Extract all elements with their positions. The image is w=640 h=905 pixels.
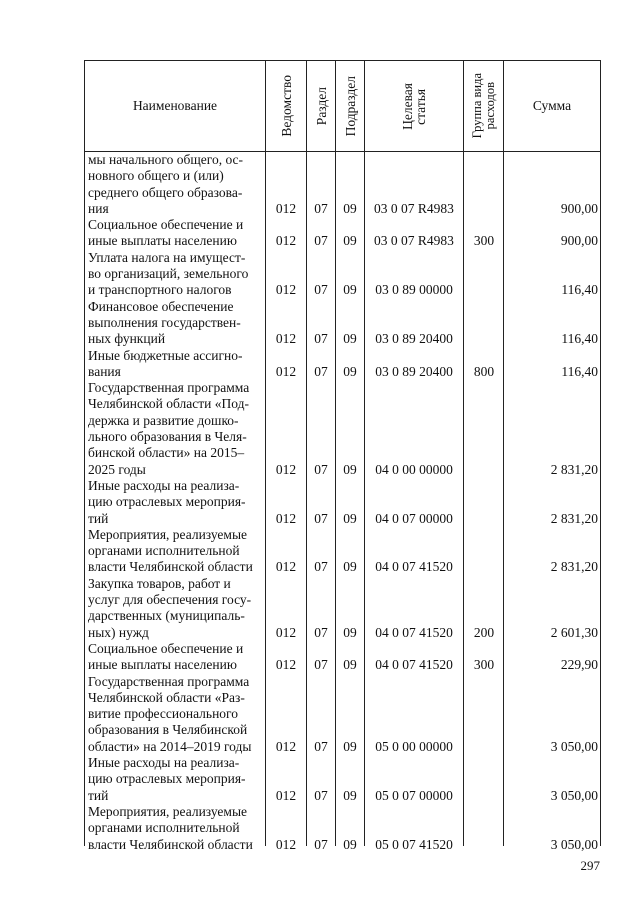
- row-podrazdel: 09: [343, 836, 357, 852]
- row-celevaya: 04 0 07 41520: [375, 559, 453, 575]
- row-celevaya: 05 0 07 41520: [375, 836, 453, 852]
- row-podrazdel: 09: [343, 510, 357, 526]
- row-podrazdel: 09: [343, 331, 357, 347]
- row-podrazdel: 09: [343, 233, 357, 249]
- table-row: [0, 674, 640, 756]
- row-razdel: 07: [314, 200, 328, 216]
- row-gruppa: 200: [473, 624, 495, 640]
- row-name-line: Иные бюджетные ассигно-: [88, 347, 243, 363]
- row-name-line: Челябинской области «Под-: [88, 396, 249, 412]
- row-name-line: Мероприятия, реализуемые: [88, 804, 248, 819]
- row-name-line: тий: [88, 787, 109, 803]
- row-celevaya: 03 0 89 20400: [375, 363, 453, 379]
- row-name-line: держка и развитие дошко-: [88, 412, 239, 428]
- header-vedomstvo: [266, 61, 306, 151]
- row-celevaya: 03 0 07 R4983: [374, 233, 454, 249]
- row-name: [88, 250, 262, 299]
- row-podrazdel: 09: [343, 200, 357, 216]
- row-vedomstvo: 012: [275, 461, 297, 477]
- row-name: [88, 478, 262, 527]
- table-row: [0, 299, 640, 348]
- row-razdel: 07: [314, 836, 328, 852]
- row-name-line: и транспортного налогов: [88, 282, 232, 298]
- row-vedomstvo: 012: [275, 559, 297, 575]
- row-razdel: 07: [314, 624, 328, 640]
- row-vedomstvo: 012: [275, 200, 297, 216]
- header-celevaya: [365, 61, 463, 151]
- row-name-line: Государственная программа: [88, 673, 250, 689]
- header-podrazdel-label: Подраздел: [342, 75, 358, 137]
- row-vedomstvo: 012: [275, 331, 297, 347]
- row-name-line: дарственных (муниципаль-: [88, 608, 245, 624]
- header-gruppa-line2: расходов: [482, 82, 497, 130]
- header-gruppa: [464, 61, 503, 151]
- row-vedomstvo: 012: [275, 787, 297, 803]
- row-razdel: 07: [314, 510, 328, 526]
- row-name-line: Уплата налога на имущест-: [88, 249, 246, 265]
- row-name: [88, 641, 262, 674]
- row-name-line: Социальное обеспечение и: [88, 217, 244, 233]
- row-name-line: новного общего и (или): [88, 168, 224, 184]
- row-name: [88, 804, 262, 853]
- header-gruppa-label: [471, 73, 497, 138]
- row-name-line: мы начального общего, ос-: [88, 152, 244, 167]
- row-vedomstvo: 012: [275, 363, 297, 379]
- row-podrazdel: 09: [343, 787, 357, 803]
- row-summa: 3 050,00: [550, 738, 598, 754]
- row-podrazdel: 09: [343, 461, 357, 477]
- header-vedomstvo-label: Ведомство: [278, 75, 294, 137]
- page-number: 297: [580, 858, 600, 873]
- row-name: [88, 348, 262, 381]
- row-podrazdel: 09: [343, 624, 357, 640]
- row-name-line: ния: [88, 200, 109, 216]
- row-name-line: Мероприятия, реализуемые: [88, 526, 248, 542]
- row-name-line: иные выплаты населению: [88, 233, 237, 249]
- row-summa: 3 050,00: [550, 836, 598, 852]
- row-name-line: ных) нужд: [88, 624, 149, 640]
- table-row: [0, 250, 640, 299]
- header-celevaya-label: [401, 83, 427, 130]
- row-name-line: вания: [88, 363, 121, 379]
- row-name-line: Закупка товаров, работ и: [88, 575, 231, 591]
- header-gruppa-line1: Группа вида: [469, 73, 484, 139]
- row-name-line: цию отраслевых мероприя-: [88, 771, 246, 787]
- row-vedomstvo: 012: [275, 510, 297, 526]
- row-name-line: Челябинской области «Раз-: [88, 689, 245, 705]
- row-celevaya: 04 0 07 00000: [375, 510, 453, 526]
- table-row: [0, 152, 640, 217]
- row-name-line: услуг для обеспечения госу-: [88, 592, 252, 608]
- row-celevaya: 05 0 00 00000: [375, 738, 453, 754]
- row-name-line: Социальное обеспечение и: [88, 641, 244, 656]
- row-name-line: органами исполнительной: [88, 543, 240, 559]
- row-name-line: бинской области» на 2015–: [88, 445, 245, 461]
- table-row: [0, 348, 640, 381]
- row-podrazdel: 09: [343, 738, 357, 754]
- row-summa: 2 831,20: [550, 510, 598, 526]
- header-name: Наименование: [132, 98, 218, 113]
- row-name-line: льного образования в Челя-: [88, 429, 247, 445]
- row-summa: 2 831,20: [550, 559, 598, 575]
- row-name-line: органами исполнительной: [88, 820, 240, 836]
- row-name-line: среднего общего образова-: [88, 184, 243, 200]
- row-razdel: 07: [314, 461, 328, 477]
- row-razdel: 07: [314, 331, 328, 347]
- table-row: [0, 755, 640, 804]
- table-row: [0, 380, 640, 478]
- row-summa: 116,40: [561, 363, 598, 379]
- table-row: [0, 478, 640, 527]
- row-celevaya: 03 0 07 R4983: [374, 200, 454, 216]
- row-podrazdel: 09: [343, 559, 357, 575]
- row-name: [88, 152, 262, 217]
- row-name-line: области» на 2014–2019 годы: [88, 738, 252, 754]
- header-podrazdel: [336, 61, 364, 151]
- table-row: [0, 641, 640, 674]
- row-razdel: 07: [314, 233, 328, 249]
- row-summa: 116,40: [561, 331, 598, 347]
- row-name-line: власти Челябинской области: [88, 559, 253, 575]
- row-vedomstvo: 012: [275, 657, 297, 673]
- row-name-line: цию отраслевых мероприя-: [88, 494, 246, 510]
- row-gruppa: 300: [473, 657, 495, 673]
- row-celevaya: 05 0 07 00000: [375, 787, 453, 803]
- row-summa: 229,90: [560, 657, 598, 673]
- row-razdel: 07: [314, 657, 328, 673]
- row-summa: 3 050,00: [550, 787, 598, 803]
- row-vedomstvo: 012: [275, 624, 297, 640]
- table-row: [0, 527, 640, 576]
- table-row: [0, 804, 640, 853]
- row-vedomstvo: 012: [275, 836, 297, 852]
- row-name-line: витие профессионального: [88, 706, 239, 722]
- row-summa: 900,00: [560, 200, 598, 216]
- row-name-line: образования в Челябинской: [88, 722, 248, 738]
- row-summa: 116,40: [561, 282, 598, 298]
- row-celevaya: 04 0 07 41520: [375, 657, 453, 673]
- row-gruppa: 300: [473, 233, 495, 249]
- row-name-line: выполнения государствен-: [88, 314, 241, 330]
- row-vedomstvo: 012: [275, 282, 297, 298]
- row-name-line: во организаций, земельного: [88, 266, 249, 282]
- row-celevaya: 04 0 00 00000: [375, 461, 453, 477]
- row-celevaya: 03 0 89 00000: [375, 282, 453, 298]
- row-name: [88, 674, 262, 755]
- header-celevaya-line1: Целевая: [400, 82, 415, 130]
- row-name: [88, 527, 262, 576]
- row-name: [88, 299, 262, 348]
- row-podrazdel: 09: [343, 657, 357, 673]
- row-summa: 2 601,30: [550, 624, 598, 640]
- row-name: [88, 217, 262, 250]
- row-name-line: тий: [88, 510, 109, 526]
- row-vedomstvo: 012: [275, 233, 297, 249]
- header-summa: Сумма: [532, 98, 572, 113]
- row-name-line: Государственная программа: [88, 380, 250, 396]
- table-row: [0, 217, 640, 250]
- row-name: [88, 380, 262, 478]
- row-name-line: 2025 годы: [88, 461, 146, 477]
- table-row: [0, 576, 640, 641]
- header-razdel-label: Раздел: [313, 86, 329, 126]
- row-summa: 900,00: [560, 233, 598, 249]
- row-razdel: 07: [314, 559, 328, 575]
- row-razdel: 07: [314, 282, 328, 298]
- row-vedomstvo: 012: [275, 738, 297, 754]
- row-name-line: Иные расходы на реализа-: [88, 478, 240, 493]
- row-gruppa: 800: [473, 363, 495, 379]
- row-podrazdel: 09: [343, 282, 357, 298]
- row-name-line: Иные расходы на реализа-: [88, 755, 240, 771]
- row-name-line: Финансовое обеспечение: [88, 298, 234, 314]
- row-name-line: ных функций: [88, 331, 166, 347]
- header-razdel: [307, 61, 335, 151]
- row-razdel: 07: [314, 363, 328, 379]
- row-name: [88, 576, 262, 641]
- row-summa: 2 831,20: [550, 461, 598, 477]
- header-celevaya-line2: статья: [413, 88, 428, 124]
- row-celevaya: 03 0 89 20400: [375, 331, 453, 347]
- row-podrazdel: 09: [343, 363, 357, 379]
- row-razdel: 07: [314, 738, 328, 754]
- row-name: [88, 755, 262, 804]
- row-razdel: 07: [314, 787, 328, 803]
- row-celevaya: 04 0 07 41520: [375, 624, 453, 640]
- row-name-line: власти Челябинской области: [88, 836, 253, 852]
- row-name-line: иные выплаты населению: [88, 657, 237, 673]
